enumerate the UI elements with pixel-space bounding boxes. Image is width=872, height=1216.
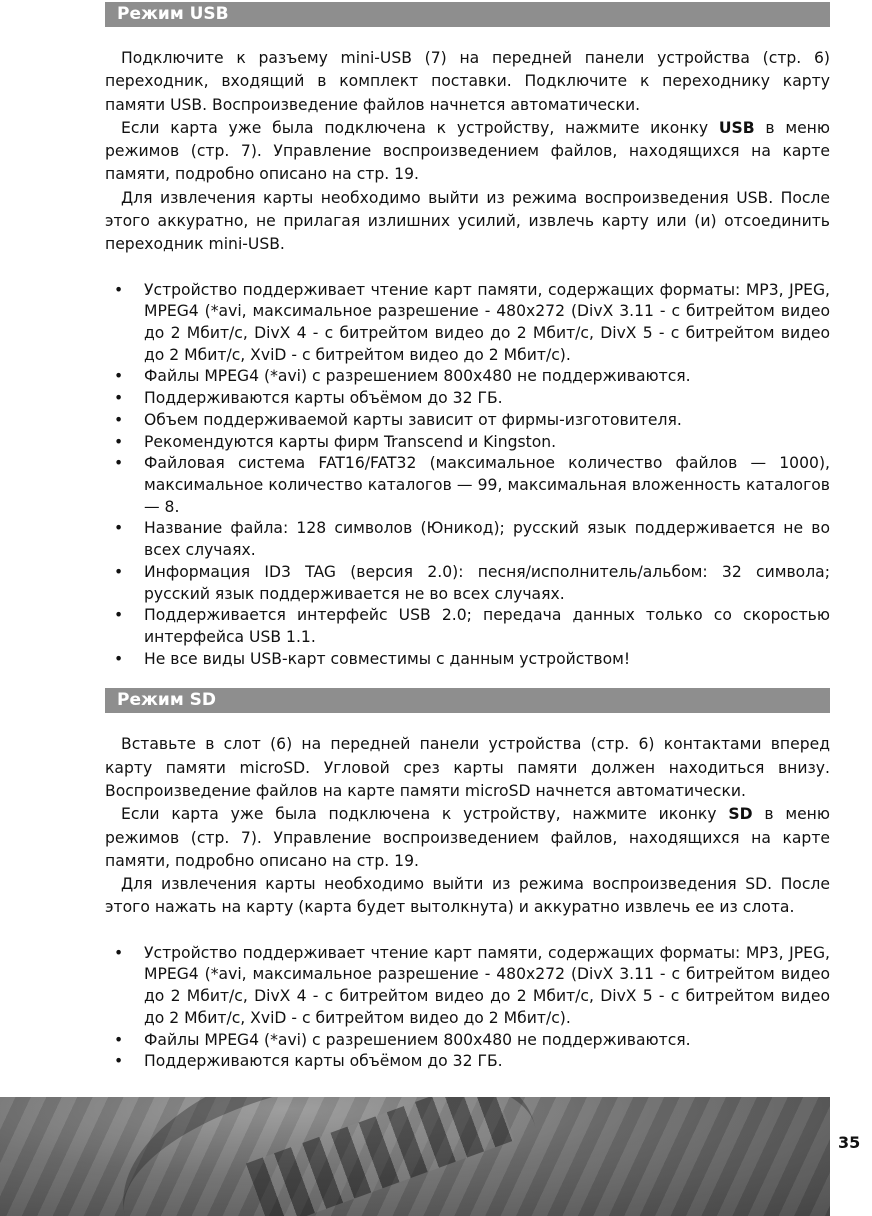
list-item: • Не все виды USB-карт совместимы с данным устройством!	[105, 649, 830, 671]
list-item: • Поддерживаются карты объёмом до 32 ГБ.	[105, 1051, 830, 1073]
sd-paragraph-1: Вставьте в слот (6) на передней панели устройства (стр. 6) контактами вперед карту памяти microSD. Угловой срез карты памяти должен находиться внизу. Воспроизведение файлов на карте памяти microSD начнется автоматически.	[105, 735, 830, 800]
sd-p2-text-after: в меню режимов (стр. 7). Управление воспроизведением файлов, находящихся на карте памяти, подробно описано на стр. 19.	[105, 805, 830, 870]
usb-p2-text-after: в меню режимов (стр. 7). Управление воспроизведением файлов, находящихся на карте памяти, подробно описано на стр. 19.	[105, 118, 830, 184]
sd-paragraph-3: Для извлечения карты необходимо выйти из режима воспроизведения SD. После этого нажать на карту (карта будет вытолкнута) и аккуратно извлечь ее из слота.	[105, 875, 830, 917]
usb-paragraph-1: Подключите к разъему mini-USB (7) на передней панели устройства (стр. 6) переходник, входящий в комплект поставки. Подключите к переходнику карту памяти USB. Воспроизведение файлов начнется автоматически.	[105, 49, 830, 114]
sd-bullet-list	[105, 943, 830, 1073]
usb-p2-text-before: Если карта уже была подключена к устройству, нажмите иконку	[121, 118, 719, 137]
sd-p2-text-before: Если карта уже была подключена к устройству, нажмите иконку	[121, 805, 729, 824]
list-item: • Файлы MPEG4 (*avi) с разрешением 800x480 не поддерживаются.	[105, 366, 830, 388]
list-item: • Устройство поддерживает чтение карт памяти, содержащих форматы: MP3, JPEG, MPEG4 (*avi, максимальное разрешение - 480x272 (DivX 3.11 - с битрейтом видео до 2 Мбит/с, DivX 4 - с битрейтом видео до 2 Мбит/с, DivX 5 - с битрейтом видео до 2 Мбит/с, XviD - с битрейтом видео до 2 Мбит/с).	[105, 280, 830, 367]
usb-paragraph-3: Для извлечения карты необходимо выйти из режима воспроизведения USB. После этого аккуратно, не прилагая излишних усилий, извлечь карту или (и) отсоединить переходник mini-USB.	[105, 188, 830, 254]
list-item: • Файловая система FAT16/FAT32 (максимальное количество файлов — 1000), максимальное количество каталогов — 99, максимальная вложенность каталогов — 8.	[105, 453, 830, 518]
list-item: • Поддерживаются карты объёмом до 32 ГБ.	[105, 388, 830, 410]
footer-decorative-band	[0, 1097, 830, 1216]
sd-paragraphs	[105, 733, 830, 919]
page-number: 35	[838, 1133, 861, 1152]
manual-page	[105, 0, 830, 1073]
list-item: • Рекомендуются карты фирм Transcend и Kingston.	[105, 432, 830, 454]
usb-bullet-list	[105, 280, 830, 671]
list-item: • Информация ID3 TAG (версия 2.0): песня/исполнитель/альбом: 32 символа; русский язык поддерживается не во всех случаях.	[105, 562, 830, 605]
section-title-usb: Режим USB	[105, 2, 830, 27]
list-item: • Название файла: 128 символов (Юникод); русский язык поддерживается не во всех случаях.	[105, 518, 830, 561]
section-title-sd: Режим SD	[105, 688, 830, 713]
list-item: • Файлы MPEG4 (*avi) с разрешением 800x480 не поддерживаются.	[105, 1030, 830, 1052]
sd-paragraph-2	[105, 803, 830, 873]
usb-icon-label: USB	[718, 118, 755, 137]
usb-paragraphs	[105, 47, 830, 257]
sd-icon-label: SD	[728, 805, 753, 824]
list-item: • Объем поддерживаемой карты зависит от фирмы-изготовителя.	[105, 410, 830, 432]
usb-paragraph-2	[105, 117, 830, 187]
list-item: • Устройство поддерживает чтение карт памяти, содержащих форматы: MP3, JPEG, MPEG4 (*avi, максимальное разрешение - 480x272 (DivX 3.11 - с битрейтом видео до 2 Мбит/с, DivX 4 - с битрейтом видео до 2 Мбит/с, DivX 5 - с битрейтом видео до 2 Мбит/с, XviD - с битрейтом видео до 2 Мбит/с).	[105, 943, 830, 1030]
list-item: • Поддерживается интерфейс USB 2.0; передача данных только со скоростью интерфейса USB 1.1.	[105, 605, 830, 648]
